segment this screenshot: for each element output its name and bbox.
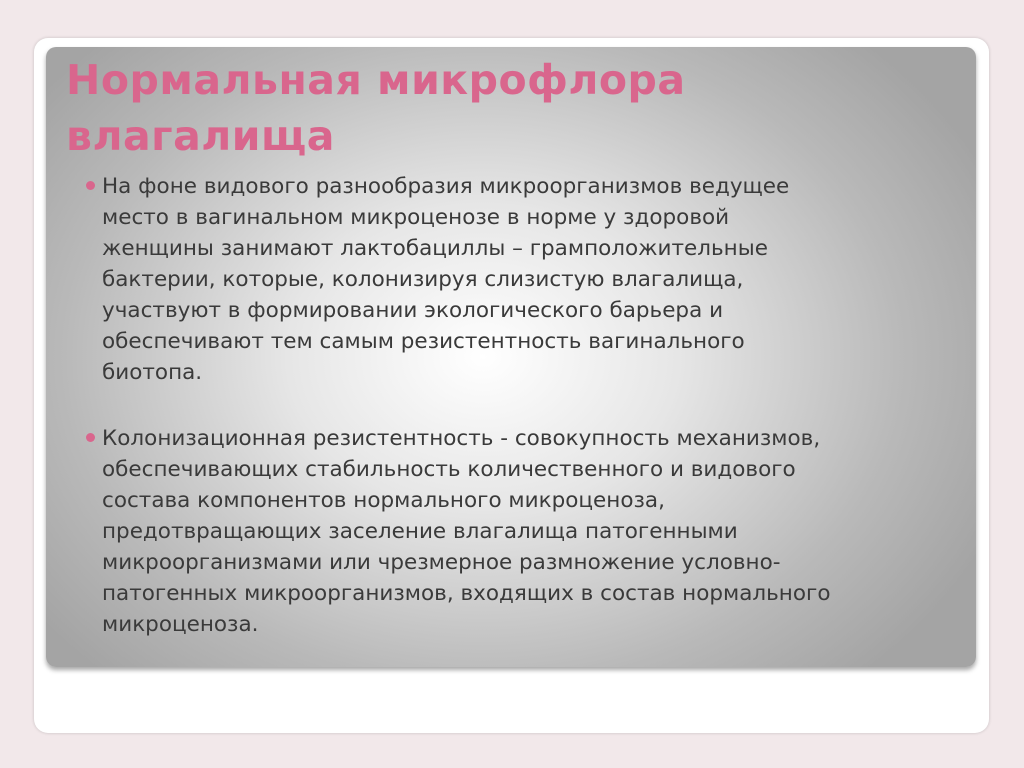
bullet-dot-icon [86, 181, 95, 190]
list-item [80, 171, 960, 388]
bullet-list [80, 171, 960, 675]
bullet-dot-icon [86, 433, 95, 442]
bullet-text: На фоне видового разнообразия микроорганизмов ведущее место в вагинальном микроценозе в норме у здоровой женщины занимают лактобациллы – грамположительные бактерии, которые, колонизируя слизистую влагалища, участвуют в формировании экологического барьера и обеспечивают тем самым резистентность вагинального биотопа. [102, 174, 790, 385]
list-item [80, 423, 960, 640]
bullet-text: Колонизационная резистентность - совокупность механизмов, обеспечивающих стабильность количественного и видового состава компонентов нормального микроценоза, предотвращающих заселение влагалища патогенными микроорганизмами или чрезмерное размножение условно- патогенных микроорганизмов, входящих в состав нормального микроценоза. [102, 426, 831, 637]
slide-title: Нормальная микрофлора влагалища [66, 56, 686, 160]
